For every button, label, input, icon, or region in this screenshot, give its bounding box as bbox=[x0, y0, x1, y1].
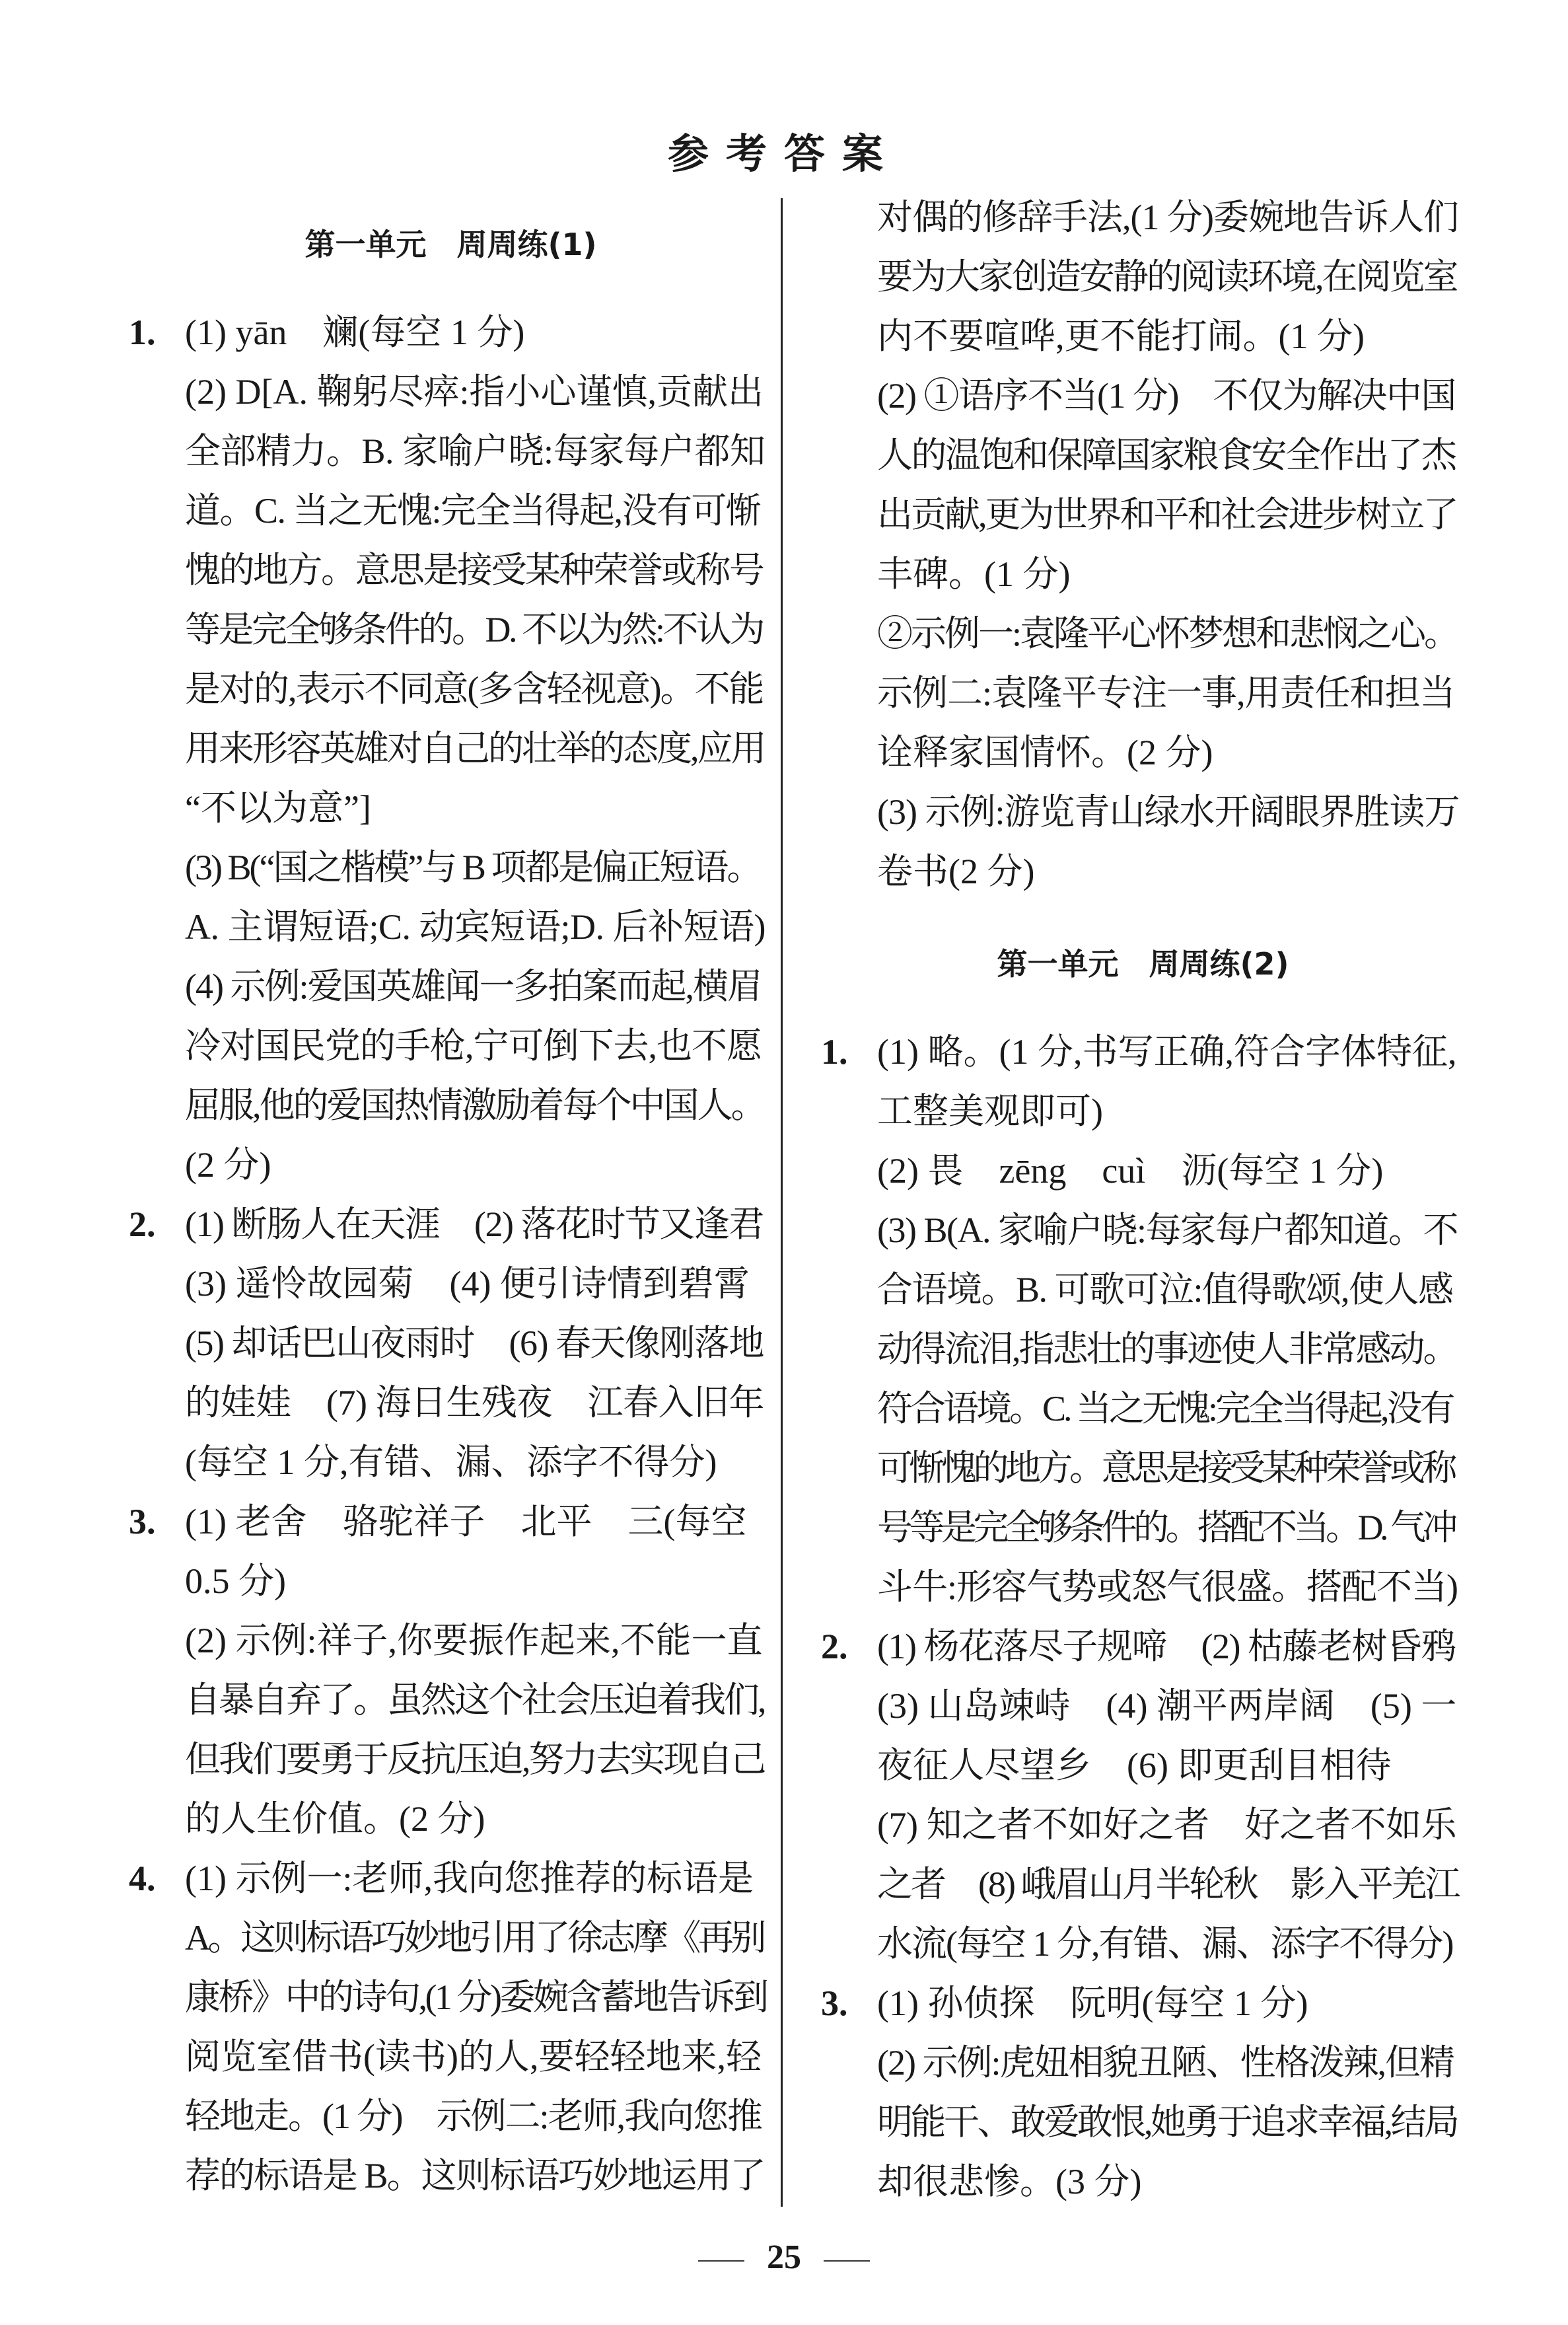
answer-line: 等是完全够条件的。D. 不以为然:不认为 bbox=[185, 610, 763, 649]
answer-line: 符合语境。C. 当之无愧:完全当得起,没有 bbox=[877, 1389, 1453, 1428]
answer-line: 用来形容英雄对自己的壮举的态度,应用 bbox=[185, 729, 765, 768]
question-number: 1. bbox=[129, 313, 156, 352]
dash-left bbox=[698, 2260, 744, 2262]
answer-line: (1) 杨花落尽子规啼 (2) 枯藤老树昏鸦 bbox=[877, 1627, 1456, 1666]
answer-line: 卷书(2 分) bbox=[877, 852, 1035, 891]
answer-line: (7) 知之者不如好之者 好之者不如乐 bbox=[877, 1805, 1456, 1845]
answer-item bbox=[821, 1022, 1465, 1617]
section-heading: 第一单元 周周练(2) bbox=[997, 945, 1289, 982]
answer-line: (每空 1 分,有错、漏、添字不得分) bbox=[185, 1442, 717, 1482]
answer-line: (1) 老舍 骆驼祥子 北平 三(每空 bbox=[185, 1502, 747, 1541]
answer-line: (1) yān 斓(每空 1 分) bbox=[185, 313, 525, 352]
answer-line: 水流(每空 1 分,有错、漏、添字不得分) bbox=[877, 1924, 1453, 1964]
answer-line: 但我们要勇于反抗压迫,努力去实现自己 bbox=[185, 1740, 765, 1779]
answer-line: (2 分) bbox=[185, 1145, 271, 1185]
question-number: 2. bbox=[821, 1627, 848, 1666]
left-column bbox=[129, 182, 773, 2205]
answer-line: (3) 示例:游览青山绿水开阔眼界胜读万 bbox=[877, 792, 1460, 832]
right-column bbox=[821, 188, 1465, 2211]
answer-line: 屈服,他的爱国热情激励着每个中国人。 bbox=[185, 1086, 765, 1125]
answer-line: 斗牛:形容气势或怒气很盛。搭配不当) bbox=[877, 1567, 1458, 1607]
answer-line: 轻地走。(1 分) 示例二:老师,我向您推 bbox=[185, 2096, 762, 2136]
answer-line: 夜征人尽望乡 (6) 即更刮目相待 bbox=[877, 1746, 1392, 1785]
answer-line: 明能干、敢爱敢恨,她勇于追求幸福,结局 bbox=[877, 2102, 1458, 2142]
answer-line: (3) 遥怜故园菊 (4) 便引诗情到碧霄 bbox=[185, 1264, 750, 1304]
answer-line: 阅览室借书(读书)的人,要轻轻地来,轻 bbox=[185, 2037, 762, 2077]
answer-line: 丰碑。(1 分) bbox=[877, 554, 1071, 594]
answer-line: (1) 示例一:老师,我向您推荐的标语是 bbox=[185, 1859, 754, 1898]
answer-line: 号等是完全够条件的。搭配不当。D. 气冲 bbox=[877, 1508, 1454, 1547]
page-number bbox=[0, 2233, 1568, 2283]
answer-line: 冷对国民党的手枪,宁可倒下去,也不愿 bbox=[185, 1026, 762, 1066]
answer-line: (2) 示例:祥子,你要振作起来,不能一直 bbox=[185, 1621, 763, 1660]
question-number: 2. bbox=[129, 1204, 156, 1244]
answer-line: (5) 却话巴山夜雨时 (6) 春天像刚落地 bbox=[185, 1323, 764, 1363]
dash-right bbox=[824, 2260, 870, 2262]
question-number: 3. bbox=[129, 1502, 156, 1541]
answer-line: (1) 孙侦探 阮明(每空 1 分) bbox=[877, 1983, 1308, 2023]
answer-line: 示例二:袁隆平专注一事,用责任和担当 bbox=[877, 673, 1455, 713]
answer-item bbox=[821, 1617, 1465, 1974]
answer-item bbox=[129, 303, 773, 1195]
answer-line: (3) B(A. 家喻户晓:每家每户都知道。不 bbox=[877, 1210, 1458, 1250]
answer-line: 可惭愧的地方。意思是接受某种荣誉或称 bbox=[877, 1448, 1454, 1488]
answer-line: 康桥》中的诗句,(1 分)委婉含蓄地告诉到 bbox=[185, 1977, 767, 2017]
answer-line: (1) 断肠人在天涯 (2) 落花时节又逢君 bbox=[185, 1204, 764, 1244]
answer-line: 动得流泪,指悲壮的事迹使人非常感动。 bbox=[877, 1329, 1457, 1369]
answer-line: (2) 示例:虎妞相貌丑陋、性格泼辣,但精 bbox=[877, 2043, 1454, 2083]
answer-line: 道。C. 当之无愧:完全当得起,没有可惭 bbox=[185, 491, 761, 531]
answer-line: (3) 山岛竦峙 (4) 潮平两岸阔 (5) 一 bbox=[877, 1686, 1457, 1726]
answer-line: (2) 畏 zēng cuì 沥(每空 1 分) bbox=[877, 1151, 1384, 1191]
answer-line: 对偶的修辞手法,(1 分)委婉地告诉人们 bbox=[877, 198, 1458, 237]
answer-line: (1) 略。(1 分,书写正确,符合字体特征, bbox=[877, 1032, 1457, 1072]
answer-line: A。这则标语巧妙地引用了徐志摩《再别 bbox=[185, 1918, 764, 1958]
answer-line: 工整美观即可) bbox=[877, 1091, 1103, 1131]
answer-line: 人的温饱和保障国家粮食安全作出了杰 bbox=[877, 435, 1456, 475]
answer-line: 之者 (8) 峨眉山月半轮秋 影入平羌江 bbox=[877, 1864, 1459, 1904]
answer-line: 诠释家国情怀。(2 分) bbox=[877, 733, 1213, 772]
answer-line: (4) 示例:爱国英雄闻一多拍案而起,横眉 bbox=[185, 967, 762, 1006]
answer-item bbox=[129, 1492, 773, 1849]
answer-line: 全部精力。B. 家喻户晓:每家每户都知 bbox=[185, 431, 766, 471]
answer-line: 愧的地方。意思是接受某种荣誉或称号 bbox=[185, 550, 764, 590]
question-number: 3. bbox=[821, 1983, 848, 2023]
answer-line: (2) ①语序不当(1 分) 不仅为解决中国 bbox=[877, 376, 1456, 416]
answer-line: (3) B(“国之楷模”与 B 项都是偏正短语。 bbox=[185, 848, 761, 887]
answer-line: 0.5 分) bbox=[185, 1561, 286, 1601]
answer-item bbox=[821, 1974, 1465, 2211]
answer-line: 的娃娃 (7) 海日生残夜 江春入旧年 bbox=[185, 1383, 764, 1422]
answer-line: 是对的,表示不同意(多含轻视意)。不能 bbox=[185, 669, 764, 709]
answer-line: “不以为意”] bbox=[185, 788, 371, 828]
question-number: 1. bbox=[821, 1032, 848, 1072]
answer-item bbox=[129, 1195, 773, 1492]
answer-line: ②示例一:袁隆平心怀梦想和悲悯之心。 bbox=[877, 614, 1458, 653]
page-title: 参考答案 bbox=[667, 129, 900, 178]
answer-line: 荐的标语是 B。这则标语巧妙地运用了 bbox=[185, 2156, 765, 2196]
answer-line: 要为大家创造安静的阅读环境,在阅览室 bbox=[877, 257, 1457, 297]
answer-item bbox=[821, 188, 1465, 901]
question-number: 4. bbox=[129, 1859, 156, 1898]
answer-item bbox=[129, 1849, 773, 2205]
answer-line: 自暴自弃了。虽然这个社会压迫着我们, bbox=[185, 1680, 765, 1720]
answer-line: A. 主谓短语;C. 动宾短语;D. 后补短语) bbox=[185, 907, 766, 947]
answer-line: 内不要喧哗,更不能打闹。(1 分) bbox=[877, 316, 1365, 356]
answer-line: 却很悲惨。(3 分) bbox=[877, 2162, 1142, 2201]
column-divider bbox=[781, 198, 783, 2207]
answer-line: 合语境。B. 可歌可泣:值得歌颂,使人感 bbox=[877, 1270, 1453, 1310]
section-heading: 第一单元 周周练(1) bbox=[304, 226, 597, 262]
page-number-text: 25 bbox=[767, 2238, 801, 2276]
answer-line: 出贡献,更为世界和平和社会进步树立了 bbox=[877, 495, 1457, 535]
answer-line: (2) D[A. 鞠躬尽瘁:指小心谨慎,贡献出 bbox=[185, 372, 764, 412]
answer-line: 的人生价值。(2 分) bbox=[185, 1799, 485, 1839]
